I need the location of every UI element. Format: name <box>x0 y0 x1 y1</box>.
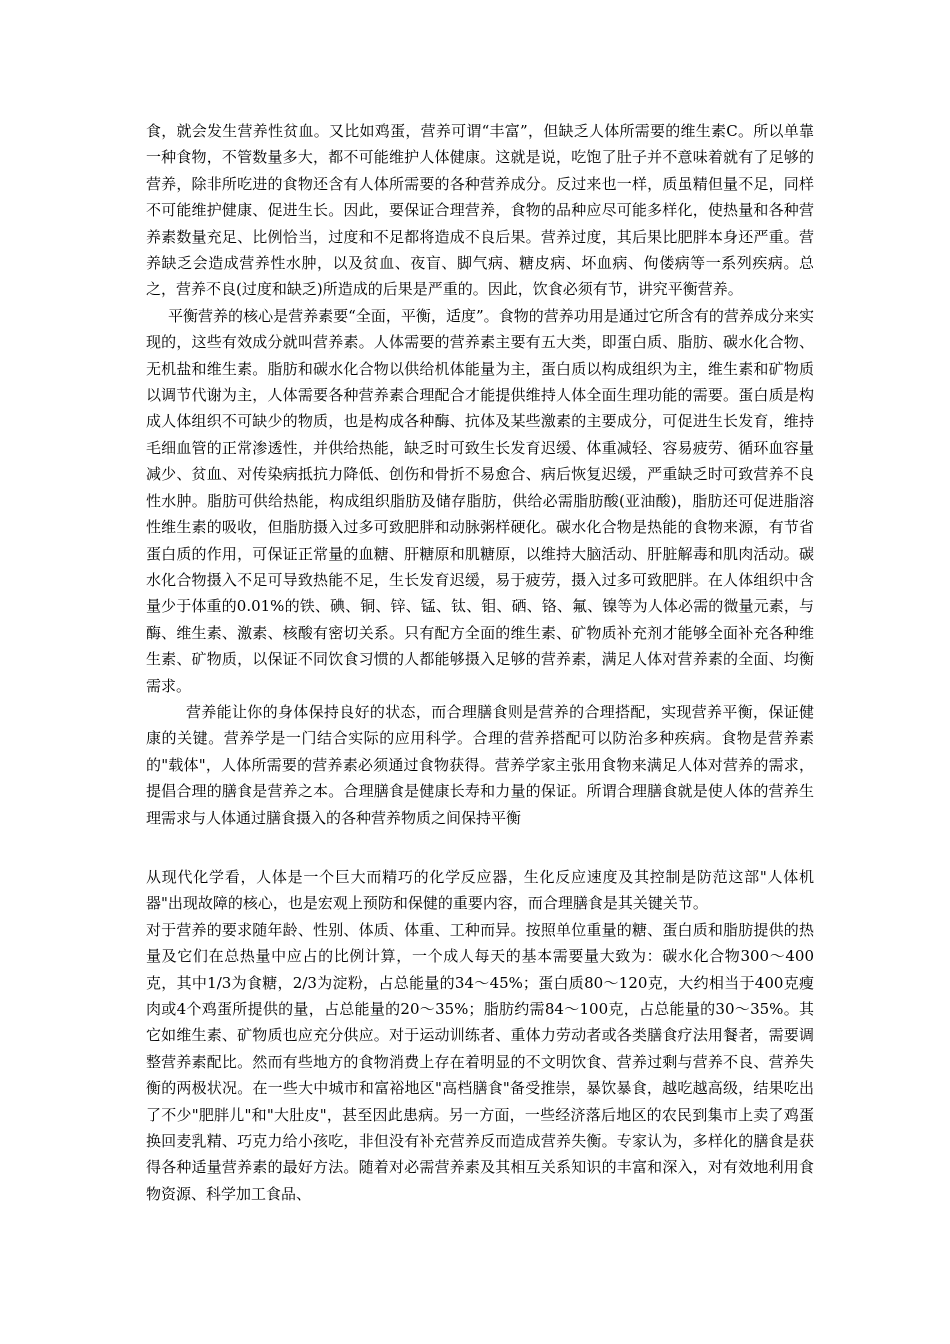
paragraph-gap <box>146 831 814 864</box>
document-page <box>146 118 814 1207</box>
paragraph-daily-requirements: 对于营养的要求随年龄、性别、体质、体重、工种而异。按照单位重量的糖、蛋白质和脂肪提供的热量及它们在总热量中应占的比例计算，一个成人每天的基本需要量大致为：碳水化合物300～400克，其中1/3为食糖，2/3为淀粉，占总能量的34～45%；蛋白质80～120克，大约相当于400克瘦肉或4个鸡蛋所提供的量，占总能量的20～35%；脂肪约需84～100克，占总能量的30～35%。其它如维生素、矿物质也应充分供应。对于运动训练者、重体力劳动者或各类膳食疗法用餐者，需要调整营养素配比。然而有些地方的食物消费上存在着明显的不文明饮食、营养过剩与营养不良、营养失衡的两极状况。在一些大中城市和富裕地区"高档膳食"备受推崇，暴饮暴食，越吃越高级，结果吃出了不少"肥胖儿"和"大肚皮"，甚至因此患病。另一方面，一些经济落后地区的农民到集市上卖了鸡蛋换回麦乳精、巧克力给小孩吃，非但没有补充营养反而造成营养失衡。专家认为，多样化的膳食是获得各种适量营养素的最好方法。随着对必需营养素及其相互关系知识的丰富和深入，对有效地利用食物资源、科学加工食品、 <box>146 920 814 1203</box>
paragraph-chemical-reactor: 从现代化学看，人体是一个巨大而精巧的化学反应器，生化反应速度及其控制是防范这部"人体机器"出现故障的核心，也是宏观上预防和保健的重要内容，而合理膳食是其关键关节。 <box>146 867 814 913</box>
paragraph-balanced-nutrition-core: 平衡营养的核心是营养素要“全面，平衡，适度”。食物的营养功用是通过它所含有的营养成分来实现的，这些有效成分就叫营养素。人体需要的营养素主要有五大类，即蛋白质、脂肪、碳水化合物、无机盐和维生素。脂肪和碳水化合物以供给机体能量为主，蛋白质以构成组织为主，维生素和矿物质以调节代谢为主，人体需要各种营养素合理配合才能提供维持人体全面生理功能的需要。蛋白质是构成人体组织不可缺少的物质，也是构成各种酶、抗体及某些激素的主要成分，可促进生长发育，维持毛细血管的正常渗透性，并供给热能，缺乏时可致生长发育迟缓、体重减轻、容易疲劳、循环血容量减少、贫血、对传染病抵抗力降低、创伤和骨折不易愈合、病后恢复迟缓，严重缺乏时可致营养不良性水肿。脂肪可供给热能，构成组织脂肪及储存脂肪，供给必需脂肪酸(亚油酸)，脂肪还可促进脂溶性维生素的吸收，但脂肪摄入过多可致肥胖和动脉粥样硬化。碳水化合物是热能的食物来源，有节省蛋白质的作用，可保证正常量的血糖、肝糖原和肌糖原，以维持大脑活动、肝脏解毒和肌肉活动。碳水化合物摄入不足可导致热能不足，生长发育迟缓，易于疲劳，摄入过多可致肥胖。在人体组织中含量少于体重的0.01%的铁、碘、铜、锌、锰、钛、钼、硒、铬、氟、镍等为人体必需的微量元素，与酶、维生素、激素、核酸有密切关系。只有配方全面的维生素、矿物质补充剂才能够全面补充各种维生素、矿物质，以保证不同饮食习惯的人都能够摄入足够的营养素，满足人体对营养素的全面、均衡需求。 <box>146 306 814 695</box>
paragraph-nutritional-anemia: 食，就会发生营养性贫血。又比如鸡蛋，营养可谓“丰富”，但缺乏人体所需要的维生素C。所以单靠一种食物，不管数量多大，都不可能维护人体健康。这就是说，吃饱了肚子并不意味着就有了足够的营养，除非所吃进的食物还含有人体所需要的各种营养成分。反过来也一样，质虽精但量不足，同样不可能维护健康、促进生长。因此，要保证合理营养，食物的品种应尽可能多样化，使热量和各种营养素数量充足、比例恰当，过度和不足都将造成不良后果。营养过度，其后果比肥胖本身还严重。营养缺乏会造成营养性水肿，以及贫血、夜盲、脚气病、糖皮病、坏血病、佝偻病等一系列疾病。总之，营养不良(过度和缺乏)所造成的后果是严重的。因此，饮食必须有节，讲究平衡营养。 <box>146 122 814 299</box>
paragraph-reasonable-diet: 营养能让你的身体保持良好的状态，而合理膳食则是营养的合理搭配，实现营养平衡，保证健康的关键。营养学是一门结合实际的应用科学。合理的营养搭配可以防治多种疾病。食物是营养素的"载体"，人体所需要的营养素必须通过食物获得。营养学家主张用食物来满足人体对营养的需求，提倡合理的膳食是营养之本。合理膳食是健康长寿和力量的保证。所谓合理膳食就是使人体的营养生理需求与人体通过膳食摄入的各种营养物质之间保持平衡 <box>146 702 814 827</box>
